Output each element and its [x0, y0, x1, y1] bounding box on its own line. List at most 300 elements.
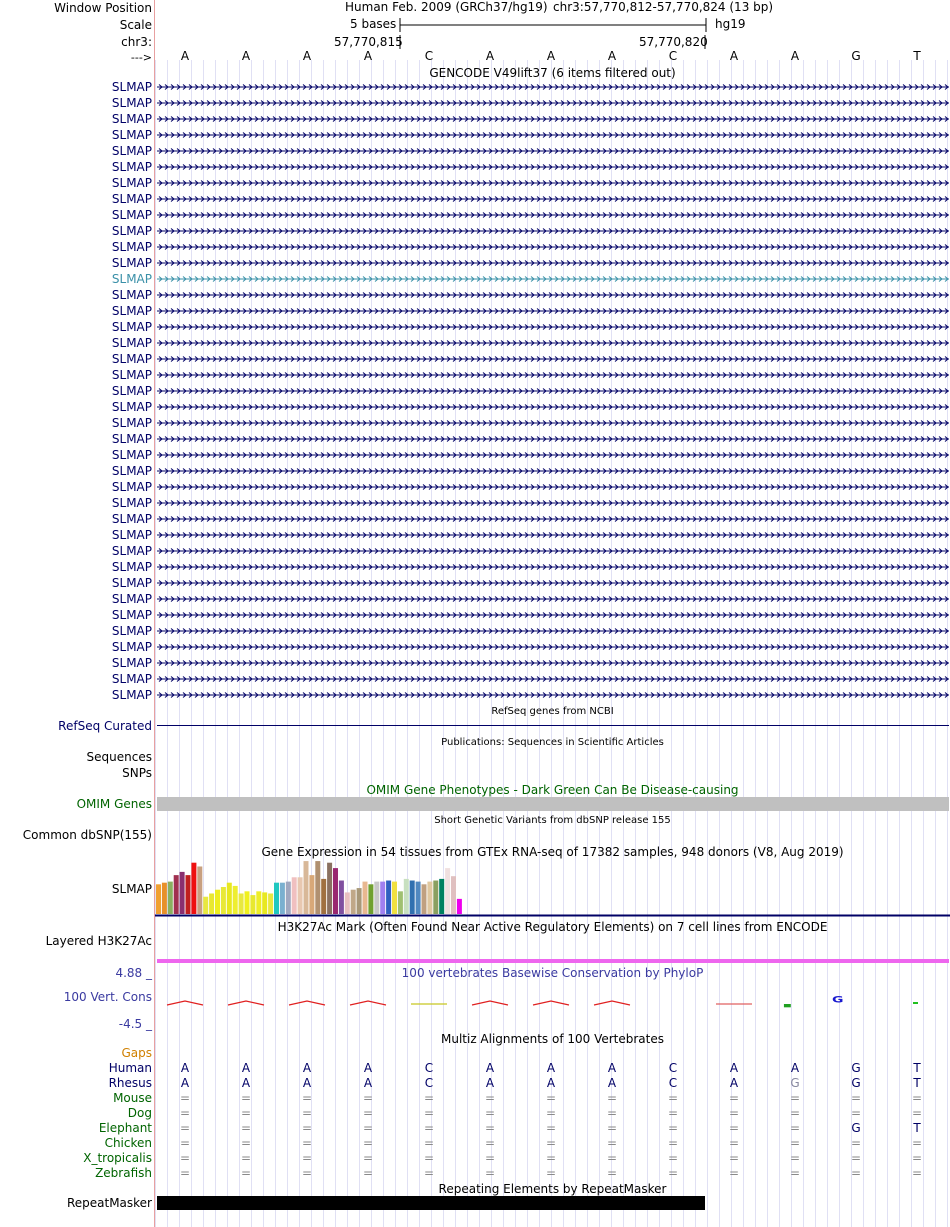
gene-transcript-line[interactable]: [157, 351, 949, 367]
repeatmasker-feature[interactable]: [157, 1196, 705, 1210]
gene-label[interactable]: SLMAP: [111, 384, 152, 398]
alignment-base: =: [179, 1166, 191, 1180]
omim-feature-bar[interactable]: [157, 797, 949, 811]
gene-label[interactable]: SLMAP: [111, 112, 152, 126]
alignment-base: =: [606, 1121, 618, 1135]
gtex-tissue-bar[interactable]: [274, 883, 279, 914]
gene-label[interactable]: SLMAP: [111, 272, 152, 286]
alignment-base: =: [362, 1121, 374, 1135]
gene-label[interactable]: SLMAP: [111, 448, 152, 462]
gtex-tissue-bar[interactable]: [215, 890, 220, 914]
species-label[interactable]: Chicken: [104, 1136, 152, 1150]
gene-label[interactable]: SLMAP: [111, 400, 152, 414]
coord-left: 57,770,815: [334, 35, 403, 49]
alignment-base: =: [545, 1136, 557, 1150]
gene-transcript-line[interactable]: [157, 303, 949, 319]
cons-score-mark[interactable]: [533, 1001, 569, 1005]
gene-label[interactable]: SLMAP: [111, 256, 152, 270]
cons-score-mark[interactable]: [472, 1001, 508, 1005]
gene-transcript-line[interactable]: [157, 607, 949, 623]
alignment-base: =: [545, 1106, 557, 1120]
gtex-tissue-bar[interactable]: [209, 893, 214, 914]
alignment-base: G: [851, 1076, 861, 1090]
alignment-base: A: [302, 1076, 312, 1090]
gene-transcript-line[interactable]: [157, 463, 949, 479]
base-letter: A: [607, 49, 617, 63]
gene-label[interactable]: SLMAP: [111, 352, 152, 366]
gtex-tissue-bar[interactable]: [398, 891, 403, 914]
gtex-tissue-bar[interactable]: [333, 868, 338, 914]
gtex-tissue-bar[interactable]: [363, 882, 368, 914]
alignment-base: =: [423, 1151, 435, 1165]
pubs-track-title[interactable]: Publications: Sequences in Scientific Articles: [441, 737, 664, 748]
gtex-tissue-bar[interactable]: [203, 897, 208, 914]
alignment-base: =: [484, 1151, 496, 1165]
gene-transcript-line[interactable]: [157, 639, 949, 655]
gene-transcript-line[interactable]: [157, 511, 949, 527]
gene-label[interactable]: SLMAP: [111, 416, 152, 430]
alignment-base: =: [484, 1121, 496, 1135]
gtex-tissue-bar[interactable]: [197, 866, 202, 914]
gtex-tissue-bar[interactable]: [280, 883, 285, 914]
gtex-tissue-bar[interactable]: [156, 884, 161, 914]
db-name: hg19: [715, 17, 746, 31]
gene-label[interactable]: SLMAP: [111, 496, 152, 510]
cons-score-mark[interactable]: [594, 1001, 630, 1005]
alignment-base: =: [301, 1136, 313, 1150]
cons-wiggle[interactable]: [155, 994, 950, 1016]
gene-transcript-line[interactable]: [157, 255, 949, 271]
gene-label[interactable]: SLMAP: [111, 512, 152, 526]
alignment-base: =: [606, 1166, 618, 1180]
alignment-base: =: [850, 1136, 862, 1150]
refseq-line[interactable]: [157, 725, 949, 726]
gtex-tissue-bar[interactable]: [168, 882, 173, 914]
alignment-base: =: [850, 1106, 862, 1120]
species-label[interactable]: Human: [108, 1061, 152, 1075]
h3k27ac-signal-band[interactable]: [157, 959, 949, 963]
alignment-base: =: [301, 1166, 313, 1180]
gene-label[interactable]: SLMAP: [111, 480, 152, 494]
base-letter: G: [851, 49, 861, 63]
alignment-base: =: [484, 1106, 496, 1120]
gtex-tissue-bar[interactable]: [262, 892, 267, 914]
gene-label[interactable]: SLMAP: [111, 240, 152, 254]
cons-track-label[interactable]: 100 Vert. Cons: [63, 990, 152, 1004]
gtex-tissue-bar[interactable]: [309, 875, 314, 914]
gene-transcript-line[interactable]: [157, 79, 949, 95]
alignment-base: =: [362, 1106, 374, 1120]
gene-label[interactable]: SLMAP: [111, 560, 152, 574]
repeatmasker-track-title[interactable]: Repeating Elements by RepeatMasker: [438, 1182, 667, 1196]
gtex-track-title[interactable]: Gene Expression in 54 tissues from GTEx RNA-seq of 17382 samples, 948 donors (V8, Aug 2019): [261, 845, 844, 859]
alignment-base: T: [913, 1121, 921, 1135]
alignment-base: =: [423, 1166, 435, 1180]
gtex-tissue-bar[interactable]: [286, 882, 291, 914]
alignment-base: =: [545, 1151, 557, 1165]
gtex-tissue-bar[interactable]: [256, 891, 261, 914]
base-letter: A: [363, 49, 373, 63]
gene-transcript-line[interactable]: [157, 143, 949, 159]
cons-score-mark[interactable]: [913, 1002, 918, 1004]
gene-transcript-line[interactable]: [157, 527, 949, 543]
gtex-tissue-bar[interactable]: [298, 877, 303, 914]
h3k27ac-track-label[interactable]: Layered H3K27Ac: [45, 934, 152, 948]
alignment-base: A: [363, 1076, 373, 1090]
alignment-base: T: [913, 1076, 921, 1090]
alignment-base: =: [789, 1106, 801, 1120]
alignment-base: =: [179, 1091, 191, 1105]
base-letter: A: [485, 49, 495, 63]
species-label[interactable]: Elephant: [98, 1121, 152, 1135]
gene-label[interactable]: SLMAP: [111, 672, 152, 686]
gene-label[interactable]: SLMAP: [111, 464, 152, 478]
gtex-tissue-bar[interactable]: [221, 887, 226, 914]
gene-transcript-line[interactable]: [157, 239, 949, 255]
h3k27ac-track-title[interactable]: H3K27Ac Mark (Often Found Near Active Regulatory Elements) on 7 cell lines from ENCODE: [277, 920, 828, 934]
alignment-base: A: [485, 1076, 495, 1090]
assembly-name: Human Feb. 2009 (GRCh37/hg19): [345, 0, 548, 14]
base-letter: A: [302, 49, 312, 63]
gtex-bar-chart[interactable]: [155, 858, 950, 918]
alignment-base: =: [606, 1106, 618, 1120]
gene-transcript-line[interactable]: [157, 383, 949, 399]
gtex-tissue-bar[interactable]: [345, 892, 350, 914]
gene-transcript-line[interactable]: [157, 191, 949, 207]
alignment-base: =: [850, 1166, 862, 1180]
gene-transcript-line[interactable]: [157, 431, 949, 447]
species-label[interactable]: Dog: [127, 1106, 152, 1120]
base-letter: A: [729, 49, 739, 63]
gencode-track-title[interactable]: GENCODE V49lift37 (6 items filtered out): [429, 66, 676, 80]
alignment-base: =: [789, 1091, 801, 1105]
gene-label[interactable]: SLMAP: [111, 640, 152, 654]
cons-score-mark[interactable]: [167, 1001, 203, 1005]
gtex-tissue-bar[interactable]: [386, 881, 391, 914]
gtex-tissue-bar[interactable]: [374, 882, 379, 914]
alignment-base: A: [241, 1076, 251, 1090]
alignment-base: =: [423, 1136, 435, 1150]
alignment-base: =: [667, 1151, 679, 1165]
scale-label: Scale: [119, 18, 152, 32]
gtex-tissue-bar[interactable]: [380, 882, 385, 914]
coord-right: 57,770,820: [639, 35, 708, 49]
alignment-base: =: [911, 1106, 923, 1120]
alignment-base: =: [240, 1091, 252, 1105]
gene-label[interactable]: SLMAP: [111, 592, 152, 606]
gene-transcript-line[interactable]: [157, 159, 949, 175]
gene-transcript-line[interactable]: [157, 111, 949, 127]
alignment-base: =: [362, 1151, 374, 1165]
species-label[interactable]: Mouse: [113, 1091, 152, 1105]
alignment-base: =: [728, 1091, 740, 1105]
gene-transcript-line[interactable]: [157, 479, 949, 495]
alignment-base: =: [484, 1136, 496, 1150]
alignment-base: C: [668, 1076, 678, 1090]
gtex-tissue-bar[interactable]: [439, 879, 444, 914]
refseq-track-title[interactable]: RefSeq genes from NCBI: [491, 706, 614, 717]
cons-score-mark[interactable]: ▬: [783, 1001, 792, 1011]
gene-label[interactable]: SLMAP: [111, 96, 152, 110]
alignment-base: C: [668, 1061, 678, 1075]
gtex-tissue-bar[interactable]: [250, 895, 255, 914]
alignment-base: =: [301, 1106, 313, 1120]
alignment-base: G: [851, 1061, 861, 1075]
refseq-track-label[interactable]: RefSeq Curated: [58, 719, 152, 733]
alignment-base: A: [546, 1061, 556, 1075]
alignment-base: =: [789, 1121, 801, 1135]
gene-label[interactable]: SLMAP: [111, 192, 152, 206]
gtex-tissue-bar[interactable]: [327, 863, 332, 914]
gene-label[interactable]: SLMAP: [111, 304, 152, 318]
gene-label[interactable]: SLMAP: [111, 336, 152, 350]
alignment-base: C: [424, 1061, 434, 1075]
alignment-base: =: [667, 1106, 679, 1120]
gene-transcript-line[interactable]: [157, 271, 949, 287]
gene-label[interactable]: SLMAP: [111, 368, 152, 382]
alignment-base: =: [423, 1121, 435, 1135]
gene-label[interactable]: SLMAP: [111, 224, 152, 238]
gene-label[interactable]: SLMAP: [111, 128, 152, 142]
alignment-base: =: [484, 1091, 496, 1105]
alignment-base: =: [911, 1091, 923, 1105]
alignment-base: =: [301, 1121, 313, 1135]
gtex-tissue-bar[interactable]: [410, 881, 415, 914]
alignment-base: =: [789, 1166, 801, 1180]
alignment-base: =: [423, 1091, 435, 1105]
dbsnp-track-title[interactable]: Short Genetic Variants from dbSNP release 155: [434, 815, 671, 826]
gtex-tissue-bar[interactable]: [180, 872, 185, 914]
alignment-base: A: [729, 1076, 739, 1090]
gene-label[interactable]: SLMAP: [111, 176, 152, 190]
gtex-tissue-bar[interactable]: [227, 883, 232, 914]
gtex-tissue-bar[interactable]: [186, 875, 191, 914]
alignment-base: G: [851, 1121, 861, 1135]
gene-transcript-line[interactable]: [157, 127, 949, 143]
base-letter: A: [790, 49, 800, 63]
base-letter: T: [913, 49, 921, 63]
alignment-base: =: [606, 1136, 618, 1150]
gene-label[interactable]: SLMAP: [111, 432, 152, 446]
gtex-tissue-bar[interactable]: [292, 877, 297, 914]
alignment-base: =: [667, 1121, 679, 1135]
gtex-tissue-bar[interactable]: [191, 863, 196, 914]
gtex-tissue-bar[interactable]: [404, 879, 409, 914]
alignment-base: =: [728, 1121, 740, 1135]
gtex-tissue-bar[interactable]: [357, 888, 362, 914]
alignment-base: A: [180, 1076, 190, 1090]
gene-label[interactable]: SLMAP: [111, 288, 152, 302]
gene-transcript-line[interactable]: [157, 655, 949, 671]
cons-track-title[interactable]: 100 vertebrates Basewise Conservation by PhyloP: [401, 966, 704, 980]
gene-transcript-line[interactable]: [157, 591, 949, 607]
strand-arrow-label[interactable]: --->: [130, 51, 152, 64]
gene-transcript-line[interactable]: [157, 223, 949, 239]
alignment-base: A: [790, 1061, 800, 1075]
gene-label[interactable]: SLMAP: [111, 80, 152, 94]
alignment-base: A: [546, 1076, 556, 1090]
alignment-base: A: [180, 1061, 190, 1075]
gaps-label[interactable]: Gaps: [121, 1046, 152, 1060]
alignment-base: =: [728, 1166, 740, 1180]
alignment-base: C: [424, 1076, 434, 1090]
species-label[interactable]: Rhesus: [108, 1076, 152, 1090]
alignment-base: T: [913, 1061, 921, 1075]
base-letter: C: [668, 49, 678, 63]
base-letter: A: [180, 49, 190, 63]
cons-ymin: -4.5 _: [118, 1017, 152, 1031]
alignment-base: =: [179, 1106, 191, 1120]
base-letter: C: [424, 49, 434, 63]
cons-score-mark[interactable]: [350, 1001, 386, 1005]
species-label[interactable]: X_tropicalis: [83, 1151, 152, 1165]
alignment-base: =: [789, 1151, 801, 1165]
gene-label[interactable]: SLMAP: [111, 320, 152, 334]
gene-label[interactable]: SLMAP: [111, 144, 152, 158]
gtex-tissue-bar[interactable]: [433, 881, 438, 914]
gene-label[interactable]: SLMAP: [111, 544, 152, 558]
gtex-tissue-bar[interactable]: [339, 881, 344, 914]
gtex-tissue-bar[interactable]: [315, 861, 320, 914]
pubs-snps-label[interactable]: SNPs: [122, 766, 152, 780]
gene-transcript-line[interactable]: [157, 335, 949, 351]
gene-transcript-line[interactable]: [157, 95, 949, 111]
alignment-base: =: [606, 1091, 618, 1105]
gtex-tissue-bar[interactable]: [245, 891, 250, 914]
gene-label[interactable]: SLMAP: [111, 528, 152, 542]
alignment-base: =: [301, 1091, 313, 1105]
gene-transcript-line[interactable]: [157, 495, 949, 511]
gene-transcript-line[interactable]: [157, 447, 949, 463]
alignment-base: =: [728, 1136, 740, 1150]
species-label[interactable]: Zebrafish: [95, 1166, 152, 1180]
gene-label[interactable]: SLMAP: [111, 576, 152, 590]
alignment-base: A: [363, 1061, 373, 1075]
alignment-base: =: [850, 1151, 862, 1165]
gtex-tissue-bar[interactable]: [239, 893, 244, 914]
gene-transcript-line[interactable]: [157, 207, 949, 223]
pubs-sequences-label[interactable]: Sequences: [86, 750, 152, 764]
cons-score-mark[interactable]: [228, 1001, 264, 1005]
gene-transcript-line[interactable]: [157, 367, 949, 383]
gtex-tissue-bar[interactable]: [368, 884, 373, 914]
omim-track-label[interactable]: OMIM Genes: [76, 797, 152, 811]
scale-text: 5 bases: [350, 17, 397, 31]
alignment-base: =: [179, 1151, 191, 1165]
gene-transcript-line[interactable]: [157, 399, 949, 415]
alignment-base: A: [485, 1061, 495, 1075]
gene-transcript-line[interactable]: [157, 415, 949, 431]
gene-label[interactable]: SLMAP: [111, 688, 152, 702]
alignment-base: =: [728, 1106, 740, 1120]
gene-transcript-line[interactable]: [157, 175, 949, 191]
gtex-tissue-bar[interactable]: [422, 884, 427, 914]
omim-track-title[interactable]: OMIM Gene Phenotypes - Dark Green Can Be Disease-causing: [366, 783, 739, 797]
alignment-base: =: [179, 1136, 191, 1150]
alignment-base: =: [423, 1106, 435, 1120]
alignment-base: =: [667, 1166, 679, 1180]
gtex-track-label[interactable]: SLMAP: [111, 882, 152, 896]
gtex-tissue-bar[interactable]: [233, 886, 238, 914]
alignment-base: A: [607, 1061, 617, 1075]
gene-transcript-line[interactable]: [157, 687, 949, 703]
gtex-tissue-bar[interactable]: [457, 899, 462, 914]
gtex-tissue-bar[interactable]: [304, 861, 309, 914]
multiz-track-title[interactable]: Multiz Alignments of 100 Vertebrates: [440, 1032, 665, 1046]
alignment-base: =: [362, 1136, 374, 1150]
alignment-base: A: [729, 1061, 739, 1075]
position-readout: chr3:57,770,812-57,770,824 (13 bp): [553, 0, 774, 14]
gene-transcript-line[interactable]: [157, 287, 949, 303]
alignment-base: =: [911, 1151, 923, 1165]
alignment-base: =: [240, 1151, 252, 1165]
gtex-tissue-bar[interactable]: [427, 882, 432, 914]
alignment-base: =: [545, 1121, 557, 1135]
alignment-base: =: [606, 1151, 618, 1165]
alignment-base: =: [362, 1091, 374, 1105]
gtex-tissue-bar[interactable]: [268, 893, 273, 914]
alignment-base: =: [179, 1121, 191, 1135]
gene-transcript-line[interactable]: [157, 559, 949, 575]
alignment-base: =: [240, 1136, 252, 1150]
gene-label[interactable]: SLMAP: [111, 608, 152, 622]
alignment-base: =: [545, 1091, 557, 1105]
alignment-base: =: [667, 1091, 679, 1105]
window-position-label: Window Position: [54, 1, 152, 15]
gene-transcript-line[interactable]: [157, 543, 949, 559]
gtex-tissue-bar[interactable]: [351, 890, 356, 914]
chr-label: chr3:: [121, 35, 152, 49]
gene-label[interactable]: SLMAP: [111, 208, 152, 222]
gene-transcript-line[interactable]: [157, 575, 949, 591]
alignment-base: =: [484, 1166, 496, 1180]
alignment-base: A: [302, 1061, 312, 1075]
cons-logo-letter[interactable]: G: [831, 994, 844, 1005]
alignment-base: =: [240, 1106, 252, 1120]
gene-transcript-line[interactable]: [157, 623, 949, 639]
gene-label[interactable]: SLMAP: [111, 160, 152, 174]
gtex-tissue-bar[interactable]: [445, 868, 450, 914]
alignment-base: A: [607, 1076, 617, 1090]
gtex-tissue-bar[interactable]: [321, 879, 326, 914]
alignment-base: =: [301, 1151, 313, 1165]
alignment-base: =: [789, 1136, 801, 1150]
alignment-base: =: [728, 1151, 740, 1165]
cons-ymax: 4.88 _: [115, 966, 152, 980]
gene-transcript-line[interactable]: [157, 671, 949, 687]
alignment-base: =: [362, 1166, 374, 1180]
cons-score-mark[interactable]: [289, 1001, 325, 1005]
alignment-base: =: [240, 1166, 252, 1180]
base-letter: A: [546, 49, 556, 63]
alignment-base: A: [241, 1061, 251, 1075]
gtex-tissue-bar[interactable]: [451, 876, 456, 914]
gtex-tissue-bar[interactable]: [392, 882, 397, 914]
gtex-tissue-bar[interactable]: [174, 875, 179, 914]
gene-label[interactable]: SLMAP: [111, 656, 152, 670]
base-letter: A: [241, 49, 251, 63]
gene-transcript-line[interactable]: [157, 319, 949, 335]
alignment-base: =: [545, 1166, 557, 1180]
alignment-base: =: [850, 1091, 862, 1105]
gtex-tissue-bar[interactable]: [162, 883, 167, 914]
gtex-tissue-bar[interactable]: [416, 882, 421, 914]
dbsnp-track-label[interactable]: Common dbSNP(155): [22, 828, 152, 842]
repeatmasker-track-label[interactable]: RepeatMasker: [66, 1196, 152, 1210]
gene-label[interactable]: SLMAP: [111, 624, 152, 638]
alignment-base: =: [667, 1136, 679, 1150]
alignment-base: =: [240, 1121, 252, 1135]
